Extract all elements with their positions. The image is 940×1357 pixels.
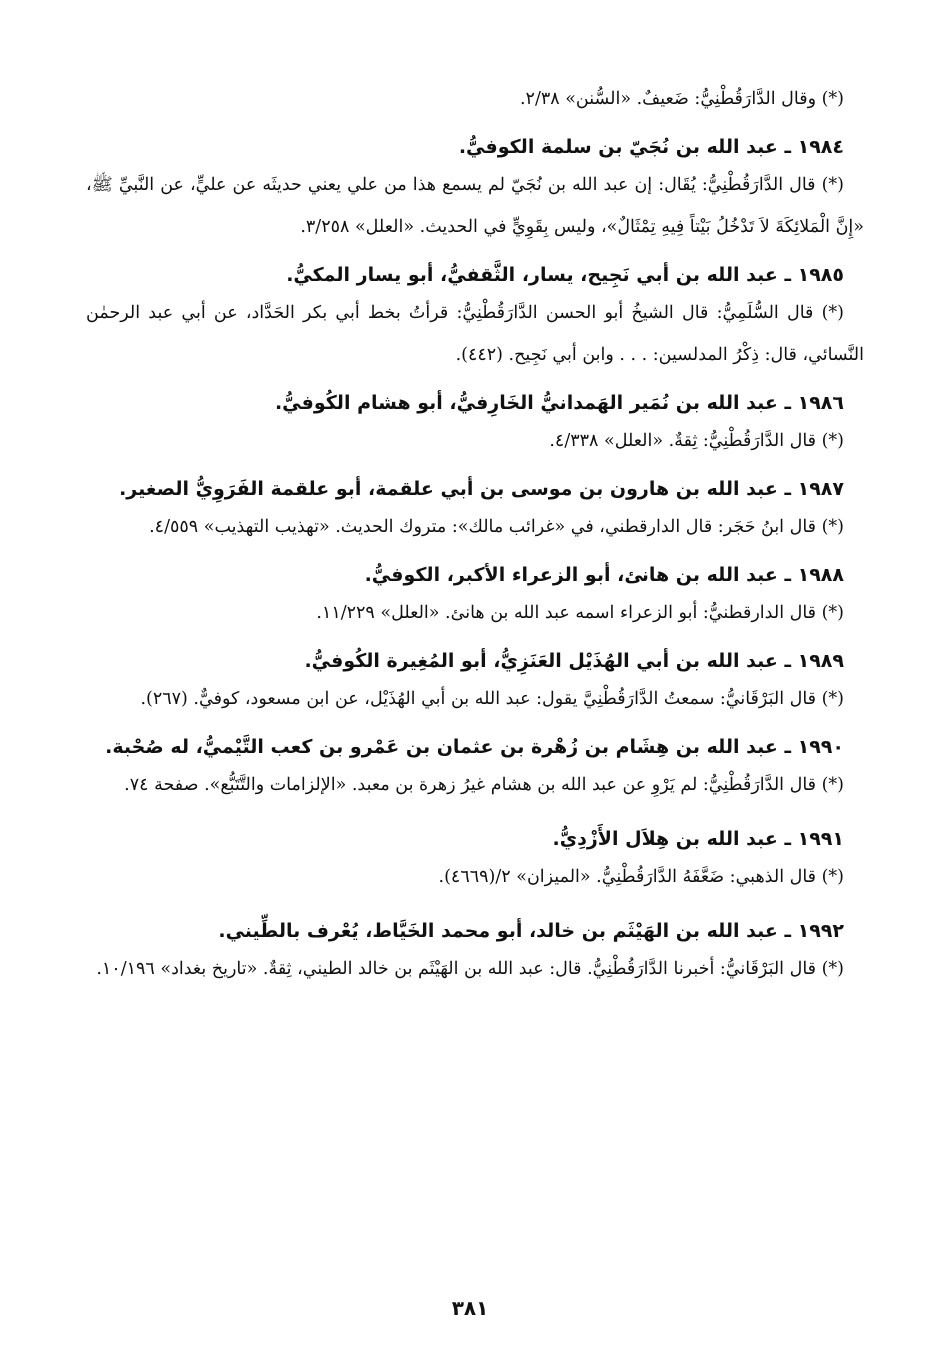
entry-heading: ١٩٩٢ ـ عبد الله بن الهَيْثَم بن خالد، أبو محمد الخَيَّاط، يُعْرف بالطِّيني. xyxy=(218,920,844,942)
entry-1991 xyxy=(86,822,864,898)
entry-text: (*) قال البَرْقَانيُّ: سمعتُ الدَّارَقُطْنِيَّ يقول: عبد الله بن أبي الهُذَيْل، عن ابن مسعود، كوفيٌّ. (٢٦٧). xyxy=(140,689,844,709)
entry-heading: ١٩٨٤ ـ عبد الله بن نُجَيّ بن سلمة الكوفيُّ. xyxy=(458,136,844,158)
entry-1989 xyxy=(86,644,864,720)
entry-1986 xyxy=(86,386,864,462)
entry-heading: ١٩٨٨ ـ عبد الله بن هانئ، أبو الزعراء الأكبر، الكوفيُّ. xyxy=(364,564,844,586)
entry-heading: ١٩٨٦ ـ عبد الله بن نُمَير الهَمدانيُّ الخَارِفيُّ، أبو هشام الكُوفيُّ. xyxy=(274,392,844,414)
entry-1990 xyxy=(86,730,864,806)
entry-heading: ١٩٨٧ ـ عبد الله بن هارون بن موسى بن أبي علقمة، أبو علقمة الفَرَوِيُّ الصغير. xyxy=(119,478,844,500)
entry-text: (*) قال الدَّارَقُطْنِيُّ: ثِقةٌ. «العلل» ٤/٣٣٨. xyxy=(549,431,844,451)
entry-1984 xyxy=(86,130,864,248)
entry-1985 xyxy=(86,258,864,376)
entry-text: (*) قال الدَّارَقُطْنِيُّ: يُقَال: إن عبد الله بن نُجَيّ لم يسمع هذا من علي يعني حديثَه عن عليٍّ، عن النَّبيِّ ﷺ، «إِنَّ الْمَلائِكَةَ لاَ تَدْخُلُ بَيْتاً فِيهِ تِمْثَالٌ»، وليس بِقَوِيٍّ في الحديث. «العلل» ٣/٢٥٨. xyxy=(86,175,864,237)
page-number: ٣٨١ xyxy=(451,1296,489,1320)
intro-paragraph: (*) وقال الدَّارَقُطْنِيُّ: ضَعيفٌ. «السُّنن» ٢/٣٨. xyxy=(519,89,844,109)
entry-heading: ١٩٩٠ ـ عبد الله بن هِشَام بن زُهْرة بن عثمان بن عَمْرو بن كعب التَّيْميُّ، له صُحْبة. xyxy=(105,736,844,758)
entry-text: (*) قال الدَّارَقُطْنِيُّ: لم يَرْوِ عن عبد الله بن هشام غيرُ زهرة بن معبد. «الإلزامات والتَّتَبُّع». صفحة ٧٤. xyxy=(124,775,844,795)
page-body xyxy=(86,78,864,1338)
entry-heading: ١٩٩١ ـ عبد الله بن هِلاَل الأَزْدِيُّ. xyxy=(552,828,844,850)
entry-text: (*) قال الدارقطنيُّ: أبو الزعراء اسمه عبد الله بن هانئ. «العلل» ١١/٢٢٩. xyxy=(316,603,844,623)
entry-1988 xyxy=(86,558,864,634)
entry-text: (*) قال السُّلَمِيُّ: قال الشيخُ أبو الحسن الدَّارَقُطْنِيُّ: قرأتُ بخط أبي بكر الحَدَّاد، عن أبي عبد الرحمٰن النَّسائي، قال: ذِكْرُ المدلسين: . . . وابن أبي نَجِيح. (٤٤٢). xyxy=(86,303,864,365)
entry-text: (*) قال ابنُ حَجَر: قال الدارقطني، في «غرائب مالك»: متروك الحديث. «تهذيب التهذيب» ٤/٥٥٩. xyxy=(149,517,844,537)
entry-heading: ١٩٨٩ ـ عبد الله بن أبي الهُذَيْل العَنَزِيُّ، أبو المُغِيرة الكُوفيُّ. xyxy=(304,650,844,672)
entry-1987 xyxy=(86,472,864,548)
entry-text: (*) قال البَرْقَانيُّ: أخبرنا الدَّارَقُطْنِيُّ. قال: عبد الله بن الهَيْثَم بن خالد الطيني، ثِقةٌ. «تاريخ بغداد» ١٠/١٩٦. xyxy=(96,959,844,979)
entry-text: (*) قال الذهبي: ضَعَّفَهُ الدَّارَقُطْنِيُّ. «الميزان» ٢/(٤٦٦٩). xyxy=(438,867,844,887)
entry-heading: ١٩٨٥ ـ عبد الله بن أبي نَجِيح، يسار، الثَّقفيُّ، أبو يسار المكيُّ. xyxy=(286,264,844,286)
entry-1992 xyxy=(86,914,864,990)
